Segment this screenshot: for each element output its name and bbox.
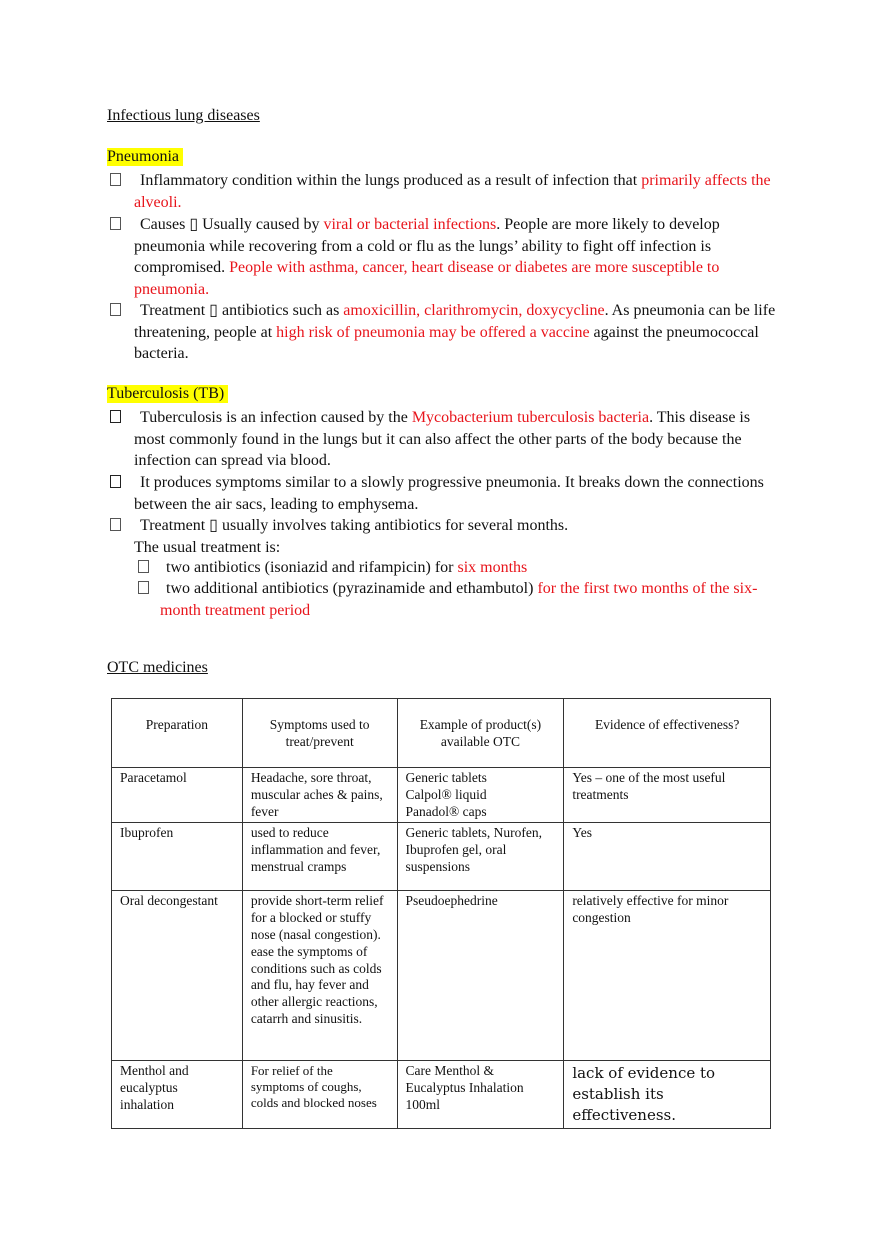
table-row (112, 891, 771, 1061)
bullet-icon (110, 214, 121, 236)
pneumonia-bullet-3: Treatment ▯ antibiotics such as amoxicillin, clarithromycin, doxycycline. As pneumonia can be life threatening, people at high risk of pneumonia may be offered a vaccine against the pneumococcal bacteria. (134, 302, 776, 362)
table-row (112, 768, 771, 823)
tb-bullet-1: Tuberculosis is an infection caused by the Mycobacterium tuberculosis bacteria. This disease is most commonly found in the lungs but it can also affect the other parts of the body because the infection can spread via blood. (134, 409, 751, 469)
column-header: Evidence of effectiveness? (564, 699, 771, 768)
table-header-row (112, 699, 771, 768)
table-cell: lack of evidence to establish its effectiveness. (564, 1061, 771, 1129)
table-cell: Care Menthol & Eucalyptus Inhalation 100ml (397, 1061, 564, 1129)
otc-table (111, 698, 771, 1129)
table-cell: For relief of the symptoms of coughs, colds and blocked noses (242, 1061, 397, 1129)
otc-heading: OTC medicines (107, 659, 208, 676)
table-cell: used to reduce inflammation and fever, menstrual cramps (242, 823, 397, 891)
tb-heading: Tuberculosis (TB) (107, 385, 228, 403)
tb-bullet-3-line2: The usual treatment is: (134, 539, 281, 556)
column-header: Example of product(s) available OTC (397, 699, 564, 768)
table-cell: Headache, sore throat, muscular aches & pains, fever (242, 768, 397, 823)
bullet-icon (110, 170, 121, 192)
bullet-icon (110, 407, 121, 429)
table-row (112, 823, 771, 891)
table-cell: Generic tablets Calpol® liquid Panadol® caps (397, 768, 564, 823)
sub-bullet-icon (138, 578, 149, 600)
table-cell: relatively effective for minor congestion (564, 891, 771, 1061)
page-title: Infectious lung diseases (107, 107, 260, 124)
tb-sub-bullet-2: two additional antibiotics (pyrazinamide and ethambutol) for the first two months of the six-month treatment period (160, 580, 758, 619)
tb-bullet-3: Treatment ▯ usually involves taking antibiotics for several months. (140, 517, 569, 534)
pneumonia-bullet-1: Inflammatory condition within the lungs produced as a result of infection that primarily affects the alveoli. (134, 172, 771, 211)
bullet-icon (110, 515, 121, 537)
bullet-icon (110, 300, 121, 322)
tb-sub-bullet-1: two antibiotics (isoniazid and rifampicin) for six months (166, 559, 528, 576)
sub-bullet-icon (138, 557, 149, 579)
table-cell: Paracetamol (112, 768, 243, 823)
table-cell: Oral decongestant (112, 891, 243, 1061)
table-cell: provide short-term relief for a blocked or stuffy nose (nasal congestion). ease the symptoms of conditions such as colds and flu, hay fever and other allergic reactions, catarrh and sinusitis. (242, 891, 397, 1061)
table-cell: Pseudoephedrine (397, 891, 564, 1061)
pneumonia-bullet-2: Causes ▯ Usually caused by viral or bacterial infections. People are more likely to develop pneumonia while recovering from a cold or flu as the lungs’ ability to fight off infection is compromised. People with asthma, cancer, heart disease or diabetes are more susceptible to pneumonia. (134, 216, 720, 298)
table-cell: Menthol and eucalyptus inhalation (112, 1061, 243, 1129)
table-row (112, 1061, 771, 1129)
column-header: Preparation (112, 699, 243, 768)
column-header: Symptoms used to treat/prevent (242, 699, 397, 768)
pneumonia-heading: Pneumonia (107, 148, 183, 166)
table-cell: Ibuprofen (112, 823, 243, 891)
table-cell: Yes (564, 823, 771, 891)
table-cell: Yes – one of the most useful treatments (564, 768, 771, 823)
tb-bullet-2: It produces symptoms similar to a slowly progressive pneumonia. It breaks down the connections between the air sacs, leading to emphysema. (134, 474, 764, 513)
bullet-icon (110, 472, 121, 494)
table-cell: Generic tablets, Nurofen, Ibuprofen gel, oral suspensions (397, 823, 564, 891)
